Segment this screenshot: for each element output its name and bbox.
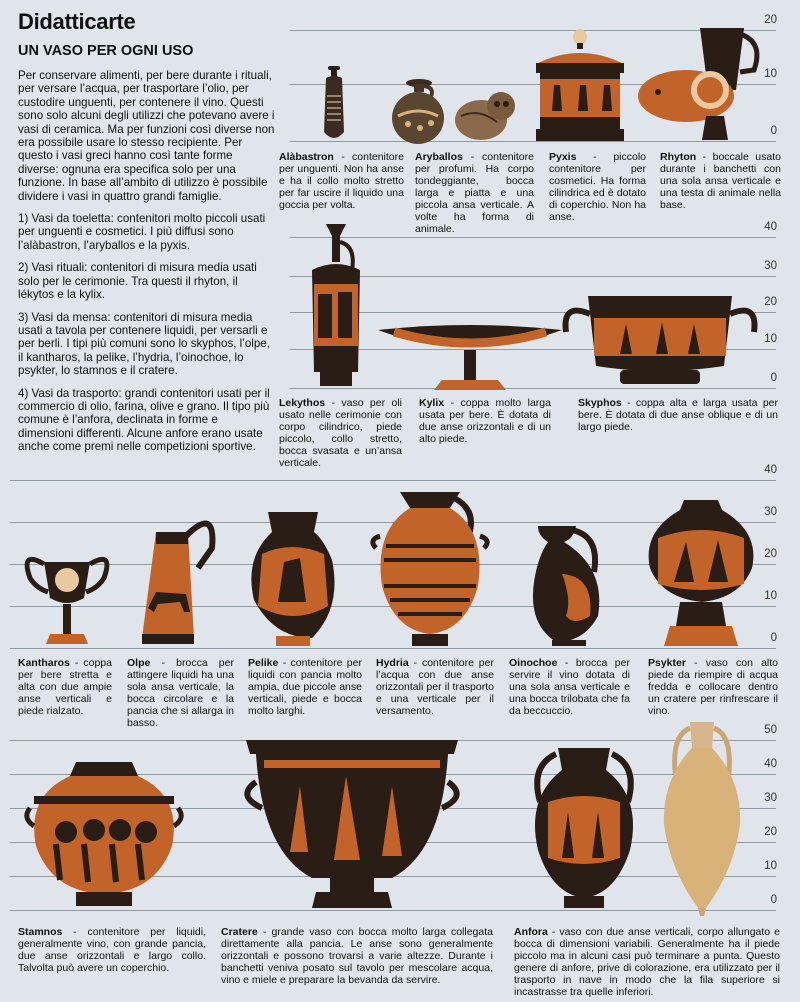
- caption-skyphos: [578, 397, 778, 433]
- vase-name: Alàbastron: [279, 151, 334, 163]
- vase-name: Hydria: [376, 657, 409, 669]
- scale-tick: 0: [770, 894, 777, 906]
- vase-description: - coppa alta e larga usata per bere. È dotata di due anse oblique e di un largo piede.: [578, 397, 778, 433]
- vase-name: Rhyton: [660, 151, 697, 163]
- vase-name: Cratere: [221, 926, 258, 938]
- caption-olpe: [127, 657, 234, 729]
- aryballos-vase-image: [386, 76, 450, 144]
- scale-tick: 10: [764, 860, 777, 872]
- intro-paragraph: 4) Vasi da trasporto: grandi contenitori usati per il commercio di olio, farina, olive e grano. Il tipo più comune è l’anfora, declinata in forme e dimensioni differenti. Alcune anfore erano usate anche come premi nelle competizioni sportive.: [18, 386, 270, 454]
- scale-tick: 30: [764, 260, 777, 272]
- scale-tick: 50: [764, 724, 777, 736]
- scale-tick: 0: [770, 125, 777, 137]
- caption-aryballos: [415, 151, 534, 235]
- caption-kylix: [419, 397, 551, 445]
- caption-rhyton: [660, 151, 781, 211]
- gridline: [10, 648, 776, 649]
- caption-kantharos: [18, 657, 112, 717]
- vase-name: Stamnos: [18, 926, 63, 938]
- scale-tick: 10: [764, 333, 777, 345]
- vase-name: Pyxis: [549, 151, 577, 163]
- intro-paragraph: Per conservare alimenti, per bere durante i rituali, per versare l’acqua, per trasportare l’olio, per custodire unguenti, per contenere il vino. Questi sono solo alcuni degli utilizzi che potevano avere i vasi di ceramica. Ma per funzioni così diverse non era possibile usare lo stesso recipiente. Per questo i vasi greci hanno così tante forme diverse: ognuna era specifica solo per una funzione. In base all’ambito di utilizzo è possibile dividere i vasi in quattro grandi famiglie.: [18, 69, 275, 203]
- pelike-vase-image: [244, 510, 342, 648]
- scale-tick: 20: [764, 548, 777, 560]
- vase-description: - vaso con due anse verticali, corpo allungato e bocca di dimensioni variabili. Generalmente ha il piede piccolo ma in alcuni casi può terminare a punta. Questo genere di anfore, prive di colorazione, era utilizzato per il trasporto in nave in modo che la fila superiore si incastrasse tra quelle inferiori.: [514, 926, 780, 998]
- stamnos-vase-image: [26, 760, 182, 910]
- kylix-vase-image: [376, 320, 564, 392]
- intro-text: [18, 69, 276, 463]
- anfora-transport-vase-image: [660, 720, 744, 916]
- caption-stamnos: [18, 926, 206, 974]
- vase-name: Kylix: [419, 397, 445, 409]
- vase-description: - brocca per attingere liquidi ha una sola ansa verticale, la bocca circolare e la pancia che si allarga in basso.: [127, 657, 234, 729]
- pyxis-vase-image: [530, 29, 630, 143]
- skyphos-vase-image: [560, 292, 760, 390]
- vase-description: - contenitore per liquidi con pancia molto ampia, due piccole anse verticali, piede e bocca molto larghi.: [248, 657, 362, 717]
- vase-name: Anfora: [514, 926, 548, 938]
- scale-tick: 30: [764, 506, 777, 518]
- rhyton-vase-image: [636, 20, 768, 144]
- scale-tick: 0: [770, 372, 777, 384]
- oinochoe-vase-image: [524, 520, 610, 648]
- hydria-vase-image: [370, 490, 490, 648]
- scale-tick: 20: [764, 826, 777, 838]
- vase-name: Olpe: [127, 657, 151, 669]
- vase-name: Pelike: [248, 657, 279, 669]
- scale-tick: 40: [764, 464, 777, 476]
- vase-description: - grande vaso con bocca molto larga collegata direttamente alla pancia. Le anse sono generalmente orizzontali e possono trovarsi a varie altezze. Durante i banchetti veniva posato sul tavolo per mescolare acqua, vino e miele e preparare la bevanda da servire.: [221, 926, 493, 986]
- owl-aryballos-image: [451, 88, 517, 142]
- brand-title: Didatticarte: [18, 9, 136, 34]
- caption-anfora: [514, 926, 780, 998]
- caption-pelike: [248, 657, 362, 717]
- anfora-painted-vase-image: [526, 746, 642, 912]
- caption-psykter: [648, 657, 778, 717]
- scale-tick: 10: [764, 68, 777, 80]
- vase-description: - boccale usato durante i banchetti con una sola ansa verticale e una testa di animale nella base.: [660, 151, 781, 211]
- scale-tick: 20: [764, 14, 777, 26]
- cratere-vase-image: [242, 736, 462, 912]
- vase-name: Oinochoe: [509, 657, 558, 669]
- intro-paragraph: 3) Vasi da mensa: contenitori di misura media usati a tavola per contenere liquidi, per versarli e per berli. I tipi più comuni sono lo skyphos, l’olpe, il kantharos, la pelike, l’hydria, l’oinochoe, lo psykter, lo stamnos e il cratere.: [18, 310, 270, 378]
- alabastron-vase-image: [318, 66, 350, 144]
- vase-description: - contenitore per liquidi, generalmente vino, con grande pancia, due anse orizzontali e largo collo. Talvolta può avere un coperchio.: [18, 926, 206, 974]
- page-subtitle: UN VASO PER OGNI USO: [18, 43, 194, 59]
- gridline: [10, 480, 776, 481]
- scale-tick: 40: [764, 758, 777, 770]
- olpe-vase-image: [136, 508, 220, 648]
- scale-tick: 0: [770, 632, 777, 644]
- vase-name: Aryballos: [415, 151, 463, 163]
- vase-description: - coppa per bere stretta e alta con due ampie anse verticali e piede rialzato.: [18, 657, 112, 717]
- vase-name: Skyphos: [578, 397, 622, 409]
- vase-description: - contenitore per unguenti. Non ha anse e ha il collo molto stretto per far uscire il liquido una goccia per volta.: [279, 151, 404, 211]
- scale-tick: 30: [764, 792, 777, 804]
- scale-tick: 40: [764, 221, 777, 233]
- lekythos-vase-image: [306, 222, 366, 388]
- vase-description: - vaso con alto piede da riempire di acqua fredda e collocare dentro un cratere per rinfrescare il vino.: [648, 657, 778, 717]
- vase-description: - vaso per oli usato nelle cerimonie con corpo cilindrico, piede piccolo, collo stretto, bocca svasata e un’ansa verticale.: [279, 397, 402, 469]
- vase-name: Lekythos: [279, 397, 326, 409]
- caption-hydria: [376, 657, 494, 717]
- scale-tick: 20: [764, 296, 777, 308]
- intro-paragraph: 2) Vasi rituali: contenitori di misura media usati solo per le cerimonie. Tra questi il rhyton, il lékytos e la kylix.: [18, 261, 257, 302]
- vase-name: Kantharos: [18, 657, 70, 669]
- kantharos-vase-image: [22, 548, 112, 648]
- vase-name: Psykter: [648, 657, 686, 669]
- psykter-vase-image: [642, 498, 760, 648]
- vase-description: - contenitore per profumi. Ha corpo tondeggiante, bocca larga e piatta e una piccola ansa verticale. A volte ha forma di animale.: [415, 151, 534, 235]
- caption-oinochoe: [509, 657, 630, 717]
- vase-description: - brocca per servire il vino dotata di una sola ansa verticale e una bocca trilobata che fa da beccuccio.: [509, 657, 630, 717]
- scale-tick: 10: [764, 590, 777, 602]
- caption-alabastron: [279, 151, 404, 211]
- caption-pyxis: [549, 151, 646, 223]
- vase-description: - contenitore per l’acqua con due anse orizzontali per il trasporto e una verticale per il versamento.: [376, 657, 494, 717]
- vase-description: - coppa molto larga usata per bere. È dotata di due anse orizzontali e di un alto piede.: [419, 397, 551, 445]
- intro-paragraph: 1) Vasi da toeletta: contenitori molto piccoli usati per unguenti e cosmetici. I più diffusi sono l’alàbastron, l’aryballos e la pyxis.: [18, 212, 266, 252]
- caption-cratere: [221, 926, 493, 986]
- caption-lekythos: [279, 397, 402, 469]
- vase-description: - piccolo contenitore per cosmetici. Ha forma cilindrica ed è dotato di coperchio. Non ha anse.: [549, 151, 646, 223]
